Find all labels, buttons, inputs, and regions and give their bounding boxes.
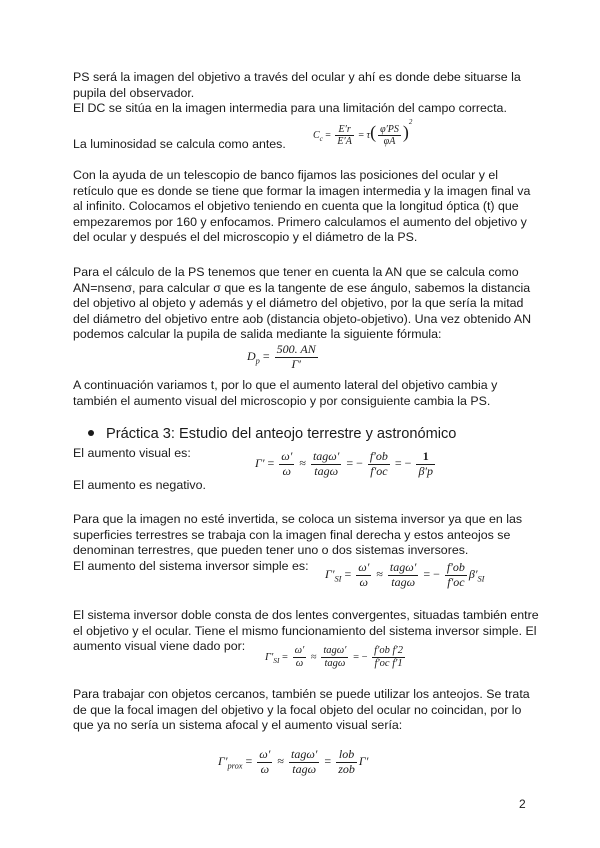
inverter-simple-formula: $\Gamma'_{SI}$ = $\frac{\omega'}{\omega}$ ≈ $\frac{\text{tagω′}}{\text{tagω}}$ = − $\frac{f'ob}{f'oc}$ $\beta'_{SI}$	[325, 560, 485, 589]
text-line: del diámetro del objetivo entre aob (distancia objeto-objetivo). Una vez obtenido AN	[73, 311, 532, 326]
text-line: AN=nsenσ, para calcular σ que es la tangente de ese ángulo, sabemos la distancia	[73, 280, 531, 295]
text-line: La luminosidad se calcula como antes.	[73, 137, 286, 151]
pupil-formula: $D_p$ = $\frac{500. AN}{\Gamma'}$	[247, 342, 316, 371]
paragraph-luminosity	[73, 137, 528, 153]
text-line: el objetivo y el ocular. Tiene el mismo funcionamiento del sistema inversor simple. El	[73, 623, 537, 638]
text-line: al infinito. Colocamos el objetivo teniendo en cuenta que la longitud óptica (t) que	[73, 199, 519, 214]
paragraph-variation	[73, 378, 528, 409]
text-line: El sistema inversor doble consta de dos lentes convergentes, situadas también entre	[73, 608, 539, 622]
section-heading	[88, 426, 456, 442]
paragraph-ps-image	[73, 70, 528, 117]
text-line: Para que la imagen no esté invertida, se coloca un sistema inversor ya que en las	[73, 512, 523, 526]
text-line: Con la ayuda de un telescopio de banco fijamos las posiciones del ocular y el	[73, 168, 498, 182]
paragraph-inverter	[73, 512, 528, 559]
text-line: también el aumento visual del microscopio y por consiguiente cambia la PS.	[73, 393, 491, 408]
text-line: que ya no sería un sistema afocal y el aumento visual sería:	[73, 718, 403, 733]
proximity-formula: $\Gamma'_{prox}$ = $\frac{\omega'}{\omega}$ ≈ $\frac{\text{tagω′}}{\text{tagω}}$ = $\frac{\text{lob}}{\text{zob}}$ Γ′	[218, 747, 369, 776]
text-line: Para trabajar con objetos cercanos, también se puede utilizar los anteojos. Se trata	[73, 687, 530, 701]
text-line: retículo que es donde se tiene que formar la imagen intermedia y la imagen final va	[73, 183, 531, 198]
text-line: podemos calcular la pupila de salida mediante la siguiente fórmula:	[73, 327, 442, 342]
bullet-icon	[88, 430, 94, 436]
text-line: El aumento del sistema inversor simple es:	[73, 559, 309, 573]
text-line: denominan terrestres, que pueden tener uno o dos sistemas inversores.	[73, 543, 469, 558]
text-line: A continuación variamos t, por lo que el aumento lateral del objetivo cambia y	[73, 378, 498, 392]
paragraph-ps-calculation	[73, 265, 532, 343]
text-line: Para el cálculo de la PS tenemos que tener en cuenta la AN que se calcula como	[73, 265, 519, 279]
text-line: El aumento visual es:	[73, 446, 191, 460]
text-line: pupila del observador.	[73, 85, 195, 100]
text-line: del ocular y después el del microscopio y el diámetro de la PS.	[73, 230, 418, 245]
paragraph-bench-telescope	[73, 168, 531, 246]
text-line: aumento visual viene dado por:	[73, 639, 246, 654]
text-line: superficies terrestres se trabaja con la imagen final derecha y estos anteojos se	[73, 527, 511, 542]
visual-magnification-formula: Γ′ = $\frac{\omega'}{\omega}$ ≈ $\frac{\text{tagω′}}{\text{tagω}}$ = − $\frac{f'ob}{f'oc}$ = − $\frac{1}{\beta'p}$	[255, 449, 434, 478]
text-line: El aumento es negativo.	[73, 478, 206, 492]
text-line: El DC se sitúa en la imagen intermedia para una limitación del campo correcta.	[73, 101, 507, 116]
text-line: del objetivo al objeto y además y el diámetro del objetivo, por la que sería la mitad	[73, 296, 524, 311]
text-line: PS será la imagen del objetivo a través del ocular y ahí es donde debe situarse la	[73, 70, 521, 84]
text-line: de que la focal imagen del objetivo y la focal objeto del ocular no coincidan, por lo	[73, 702, 522, 717]
luminosity-formula: $C_c$ = $\frac{E'r}{E'A}$ = τ( $\frac{\varphi'PS}{\varphi A}$ )$^2$	[313, 117, 413, 148]
page-number: 2	[519, 797, 526, 811]
paragraph-negative	[73, 478, 528, 494]
paragraph-near-objects	[73, 687, 528, 734]
double-inverter-formula: $\Gamma'_{SI}$ = $\frac{\omega'}{\omega}$ ≈ $\frac{\text{tagω′}}{\text{tagω}}$ = − $\frac{\text{f′ob f′2}}{\text{f′oc f′1}}$	[265, 645, 403, 670]
heading-text: Práctica 3: Estudio del anteojo terrestre y astronómico	[106, 426, 457, 442]
text-line: empezaremos por 160 y enfocamos. Primero calculamos el aumento del objetivo y	[73, 214, 527, 229]
